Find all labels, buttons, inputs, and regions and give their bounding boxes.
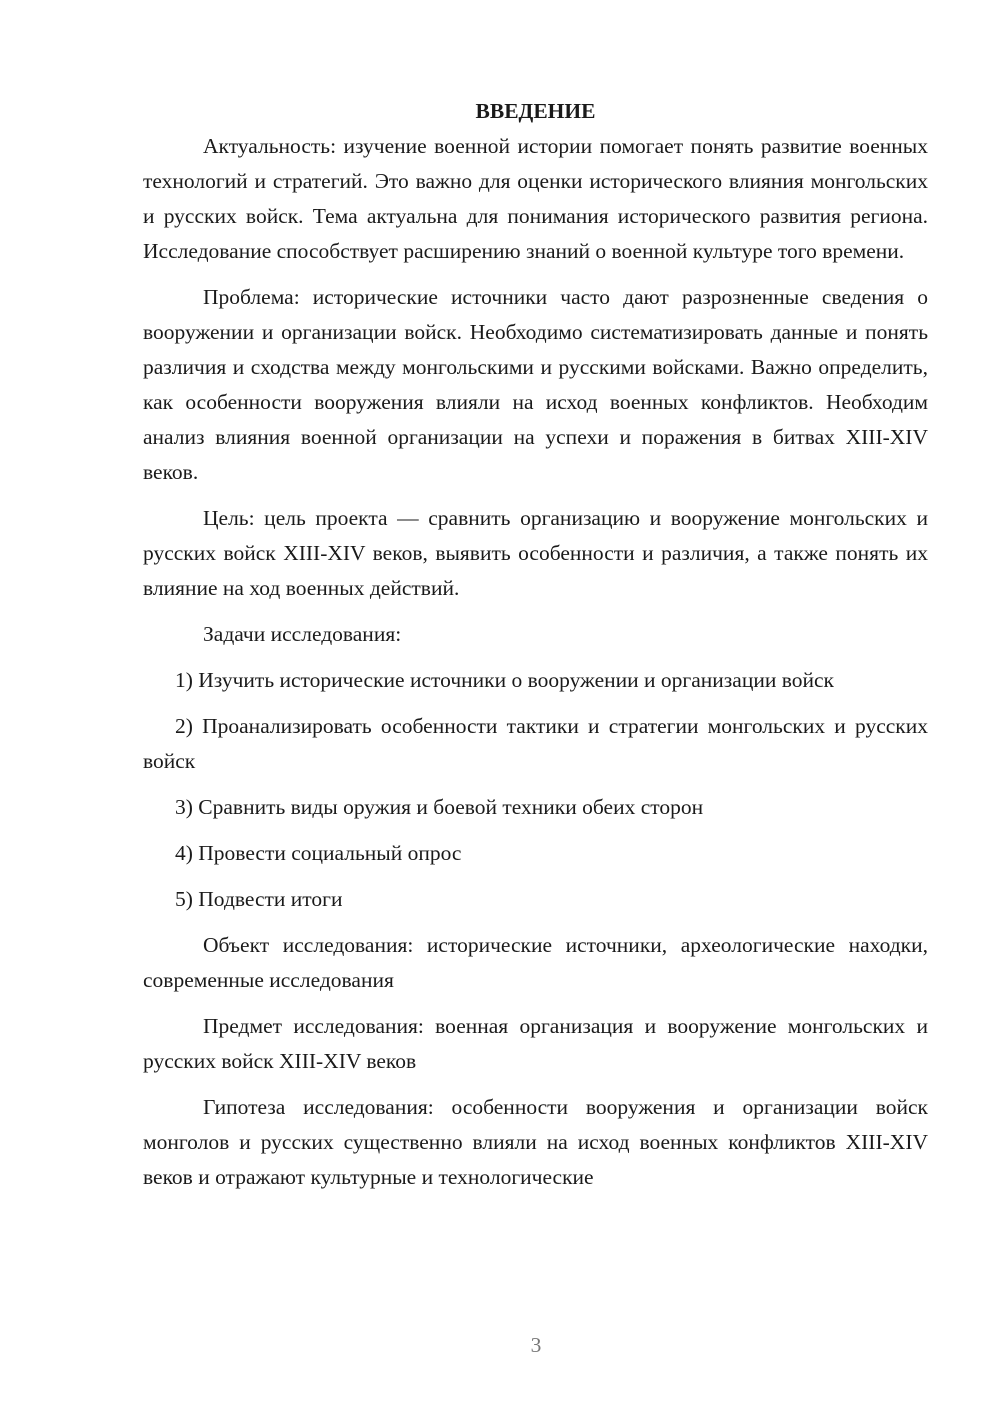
task-item-3: 3) Сравнить виды оружия и боевой техники обеих сторон xyxy=(175,795,704,819)
document-title: ВВЕДЕНИЕ xyxy=(475,99,596,123)
paragraph-relevance: Актуальность: изучение военной истории помогает понять развитие военных технологий и стратегий. Это важно для оценки исторического влияния монгольских и русских войск. Тема актуальна для понимания исторического развития региона. Исследование способствует расширению знаний о военной культуре того времени. xyxy=(143,134,928,263)
task-item-5: 5) Подвести итоги xyxy=(175,887,343,911)
paragraph-hypothesis: Гипотеза исследования: особенности вооружения и организации войск монголов и русских существенно влияли на исход военных конфликтов XIII-XIV веков и отражают культурные и технологические xyxy=(143,1095,928,1189)
page-number: 3 xyxy=(530,1333,542,1357)
tasks-heading: Задачи исследования: xyxy=(203,622,402,646)
document-body xyxy=(143,94,928,1206)
task-item-2: 2) Проанализировать особенности тактики и стратегии монгольских и русских войск xyxy=(143,714,928,773)
paragraph-goal: Цель: цель проекта — сравнить организацию и вооружение монгольских и русских войск XIII-XIV веков, выявить особенности и различия, а также понять их влияние на ход военных действий. xyxy=(143,506,928,600)
paragraph-subject: Предмет исследования: военная организация и вооружение монгольских и русских войск XIII-XIV веков xyxy=(143,1014,928,1073)
paragraph-object: Объект исследования: исторические источники, археологические находки, современные исследования xyxy=(143,933,928,992)
task-item-1: 1) Изучить исторические источники о вооружении и организации войск xyxy=(175,668,834,692)
task-item-4: 4) Провести социальный опрос xyxy=(175,841,462,865)
paragraph-problem: Проблема: исторические источники часто дают разрозненные сведения о вооружении и организации войск. Необходимо систематизировать данные и понять различия и сходства между монгольскими и русскими войсками. Важно определить, как особенности вооружения влияли на исход военных конфликтов. Необходим анализ влияния военной организации на успехи и поражения в битвах XIII-XIV веков. xyxy=(143,285,928,484)
